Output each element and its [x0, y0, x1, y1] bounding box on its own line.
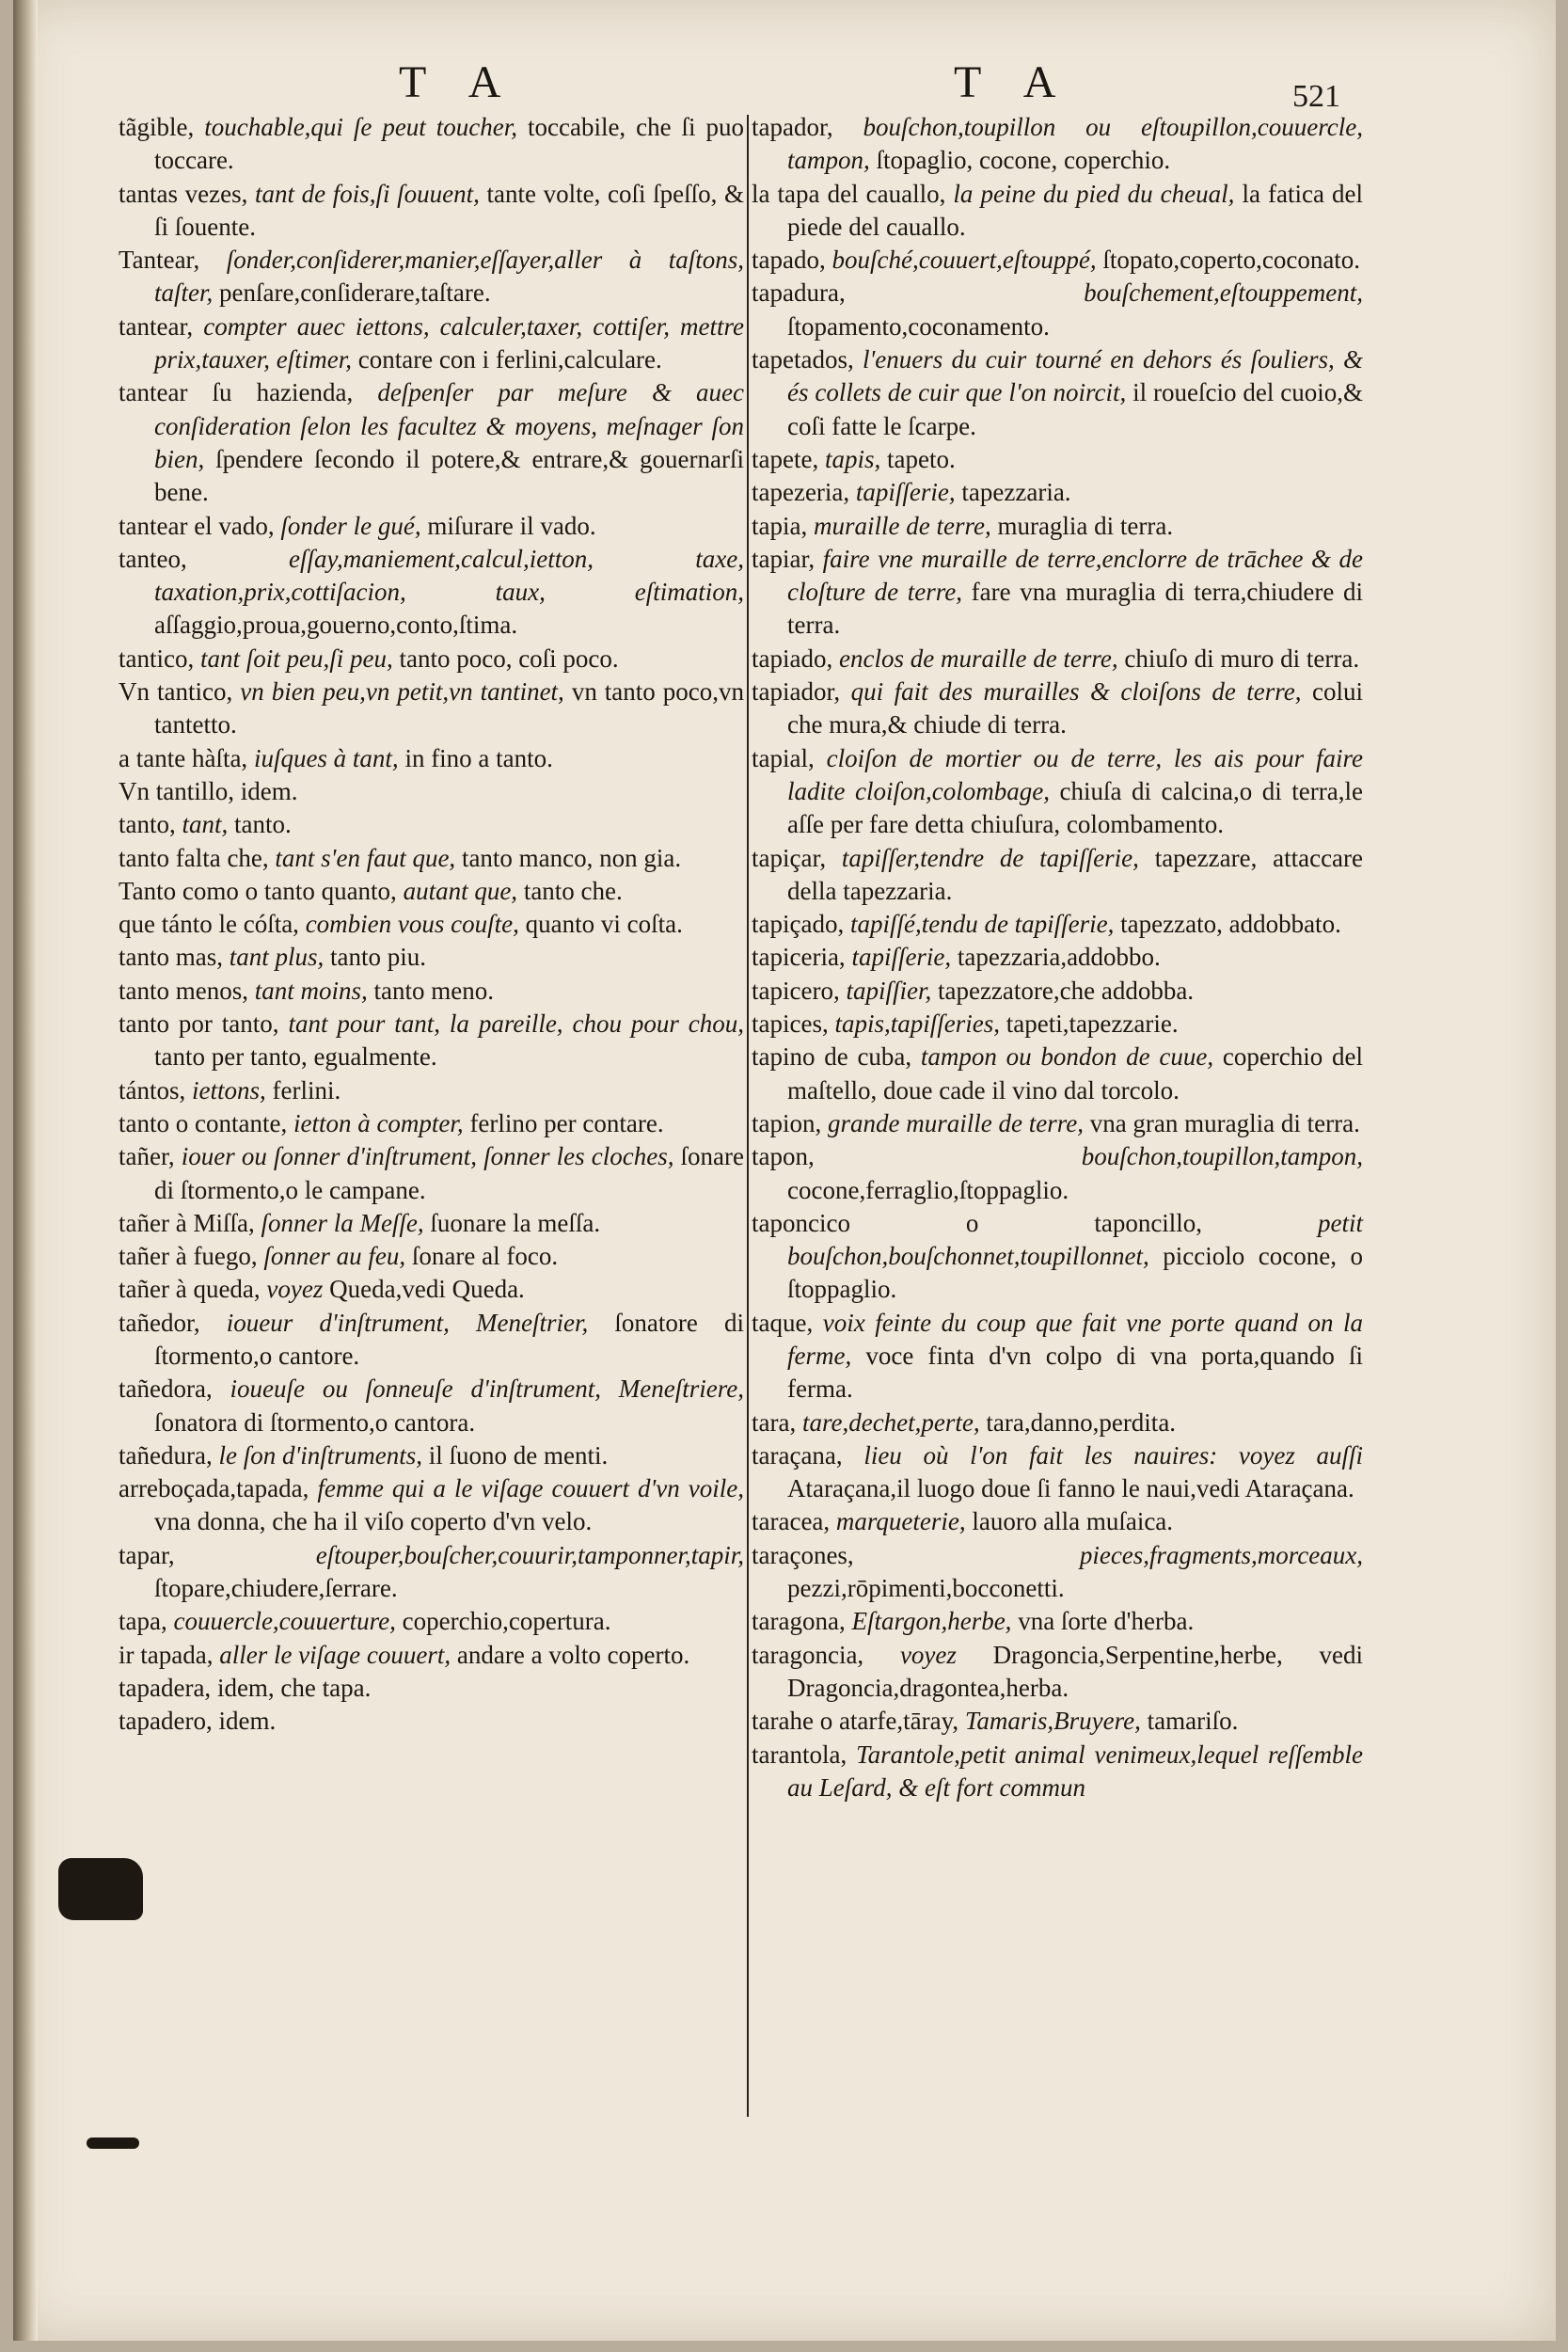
entry-french-gloss: bouſché,couuert,eſtouppé, [832, 246, 1097, 275]
entry-french-gloss: tant, [182, 810, 229, 839]
entry-headword: tántos, [119, 1075, 186, 1104]
dictionary-entry [119, 1605, 744, 1638]
entry-headword: tãgible, [119, 113, 195, 141]
entry-italian-gloss: ſtopato,coperto,coconato. [1102, 246, 1361, 275]
entry-headword: tapado, [752, 246, 826, 275]
entry-headword: tapetados, [752, 345, 854, 374]
entry-italian-gloss: cocone,ferraglio,ſtoppaglio. [787, 1175, 1069, 1204]
dictionary-entry [119, 1705, 744, 1738]
entry-french-gloss: voyez [266, 1275, 324, 1304]
entry-headword: Vn tantico, [119, 677, 233, 707]
dictionary-entry [752, 1605, 1363, 1638]
dictionary-entry [752, 643, 1363, 675]
entry-french-gloss: tant s'en faut que, [275, 843, 456, 872]
entry-french-gloss: deſpenſer par meſure & auec conſideration ſelon les facultez & moyens, meſnager ſon bien, [154, 378, 744, 473]
entry-italian-gloss: Ataraçana,il luogo doue ſi fanno le naui,vedi Ataraçana. [787, 1474, 1354, 1503]
entry-headword: taragona, [752, 1607, 846, 1636]
dictionary-entry [752, 343, 1363, 443]
entry-italian-gloss: aſſaggio,proua,gouerno,conto,ſtima. [154, 611, 518, 640]
dictionary-entry [752, 975, 1363, 1008]
entry-italian-gloss: ferlino per contare. [469, 1108, 664, 1137]
entry-french-gloss: la peine du pied du cheual, [953, 179, 1235, 208]
entry-french-gloss: iouer ou ſonner d'inſtrument, ſonner les cloches, [181, 1142, 674, 1171]
entry-headword: tapador, [752, 113, 833, 141]
left-running-head: T A [399, 57, 518, 107]
entry-headword: tapial, [752, 743, 815, 772]
entry-headword: taracea, [752, 1507, 831, 1536]
entry-italian-gloss: picciolo cocone, o ſtoppaglio. [787, 1242, 1363, 1304]
entry-headword: tañer, [119, 1142, 175, 1171]
entry-italian-gloss: toccabile, che ſi puo toccare. [154, 113, 745, 175]
entry-headword: tanto mas, [119, 943, 223, 972]
entry-italian-gloss: andare a volto coperto. [456, 1640, 690, 1669]
dictionary-entry [119, 111, 744, 178]
entry-headword: tapia, [752, 511, 808, 540]
entry-headword: taraçones, [752, 1540, 854, 1569]
entry-headword: tapiçar, [752, 843, 827, 872]
dictionary-entry [752, 941, 1363, 974]
dictionary-entry [752, 277, 1363, 343]
entry-headword: tantear el vado, [119, 511, 275, 540]
dictionary-entry [752, 1439, 1363, 1506]
entry-french-gloss: iuſques à tant, [253, 743, 399, 772]
entry-french-gloss: tapiſſier, [846, 976, 932, 1005]
entry-headword: tantico, [119, 644, 195, 673]
entry-headword: tarahe o atarfe,tāray, [752, 1707, 959, 1736]
entry-french-gloss: iettons, [192, 1075, 266, 1104]
entry-french-gloss: compter auec iettons, calculer,taxer, cottiſer, mettre prix,tauxer, eſtimer, [154, 311, 745, 374]
entry-headword: tapion, [752, 1108, 822, 1137]
dictionary-entry [752, 443, 1363, 476]
entry-french-gloss: tampon ou bondon de cuue, [920, 1042, 1214, 1072]
entry-headword: taraçana, [752, 1440, 843, 1470]
entry-italian-gloss: tapezzare, attaccare della tapezzaria. [787, 843, 1364, 905]
page-number: 521 [1292, 79, 1340, 114]
dictionary-entry [752, 1008, 1363, 1041]
entry-headword: tara, [752, 1407, 797, 1437]
entry-italian-gloss: tara,danno,perdita. [986, 1407, 1177, 1437]
entry-headword: taragoncia, [752, 1640, 864, 1669]
dictionary-entry [119, 1240, 744, 1273]
dictionary-entry [119, 543, 744, 643]
dictionary-entry [119, 1539, 744, 1606]
entry-italian-gloss: lauoro alla muſaica. [972, 1507, 1174, 1536]
entry-french-gloss: bouſchon,toupillon ou eſtoupillon,couuercle, tampon, [787, 113, 1363, 175]
entry-french-gloss: le ſon d'inſtruments, [218, 1440, 422, 1470]
dictionary-entry [752, 1705, 1363, 1738]
entry-french-gloss: Eſtargon,herbe, [851, 1607, 1012, 1636]
entry-italian-gloss: colui che mura,& chiude di terra. [787, 677, 1364, 739]
dictionary-entry [752, 1639, 1363, 1706]
dictionary-entry [752, 842, 1363, 909]
entry-headword: tapadero, [119, 1707, 213, 1736]
dictionary-entry [752, 1307, 1363, 1406]
entry-italian-gloss: miſurare il vado. [427, 511, 596, 540]
entry-french-gloss: tapiſſé,tendu de tapiſſerie, [849, 910, 1115, 939]
entry-italian-gloss: tapezzato, addobbato. [1120, 910, 1341, 939]
entry-headword: tapar, [119, 1540, 175, 1569]
entry-italian-gloss: penſare,conſiderare,taſtare. [219, 278, 491, 308]
entry-italian-gloss: voce finta d'vn colpo di vna porta,quando ſi ferma. [787, 1341, 1364, 1404]
dictionary-entry [752, 1140, 1363, 1207]
dictionary-entry [119, 975, 744, 1008]
entry-italian-gloss: idem. [218, 1707, 277, 1736]
entry-italian-gloss: fare vna muraglia di terra,chiudere di terra. [787, 578, 1363, 640]
entry-italian-gloss: tanto piu. [330, 943, 426, 972]
entry-italian-gloss: vna ſorte d'herba. [1018, 1607, 1195, 1636]
dictionary-entry [119, 1008, 744, 1074]
entry-italian-gloss: ſonare di ſtormento,o le campane. [154, 1142, 745, 1204]
dictionary-entry [119, 742, 744, 775]
entry-french-gloss: touchable,qui ſe peut toucher, [204, 113, 518, 141]
dictionary-entry [752, 510, 1363, 543]
entry-headword: tañer à Miſſa, [119, 1208, 255, 1237]
entry-french-gloss: voyez [899, 1640, 957, 1669]
dictionary-entry [119, 842, 744, 875]
entry-headword: tañedora, [119, 1375, 213, 1404]
entry-headword: tapadera, [119, 1673, 212, 1702]
entry-headword: arreboçada,tapada, [119, 1474, 309, 1503]
entry-headword: tapadura, [752, 278, 846, 308]
right-running-head: T A [954, 57, 1073, 107]
column-divider [747, 115, 749, 2117]
page-binding-edge [13, 0, 38, 2341]
entry-french-gloss: tant plus, [229, 943, 325, 972]
entry-french-gloss: marqueterie, [835, 1507, 966, 1536]
entry-italian-gloss: tanto. [234, 810, 292, 839]
entry-italian-gloss: ſonare al foco. [411, 1242, 559, 1271]
entry-headword: tapices, [752, 1009, 829, 1039]
entry-italian-gloss: ſtopaglio, cocone, coperchio. [876, 146, 1171, 175]
dictionary-entry [119, 908, 744, 941]
entry-headword: tapiçado, [752, 910, 845, 939]
entry-headword: tapicero, [752, 976, 840, 1005]
entry-headword: tantear ſu hazienda, [119, 378, 354, 407]
entry-french-gloss: tant moins, [254, 976, 368, 1005]
entry-headword: tanto falta che, [119, 843, 269, 872]
entry-italian-gloss: ſtopamento,coconamento. [787, 311, 1050, 341]
entry-french-gloss: aller le viſage couuert, [219, 1640, 451, 1669]
entry-italian-gloss: Dragoncia,Serpentine,herbe, vedi Dragoncia,dragontea,herba. [787, 1640, 1364, 1702]
entry-french-gloss: bouſchon,toupillon,tampon, [1081, 1142, 1363, 1171]
entry-italian-gloss: ſtopare,chiudere,ſerrare. [154, 1574, 398, 1603]
dictionary-entry [752, 1539, 1363, 1606]
dictionary-entry [119, 1373, 744, 1439]
dictionary-entry [119, 875, 744, 908]
dictionary-entry [119, 376, 744, 509]
entry-italian-gloss: pezzi,rōpimenti,bocconetti. [787, 1574, 1065, 1603]
dictionary-entry [752, 908, 1363, 941]
dictionary-entry [119, 1307, 744, 1374]
dictionary-entry [752, 1406, 1363, 1439]
entry-italian-gloss: il roueſcio del cuoio,& coſi fatte le ſcarpe. [787, 378, 1364, 440]
entry-french-gloss: eſtouper,bouſcher,couurir,tamponner,tapir, [315, 1540, 744, 1569]
entry-headword: Tantear, [119, 246, 200, 275]
dictionary-entry [752, 742, 1363, 842]
entry-italian-gloss: muraglia di terra. [997, 511, 1174, 540]
dictionary-entry [119, 775, 744, 808]
dictionary-entry [119, 1207, 744, 1240]
entry-italian-gloss: tapeti,tapezzarie. [1006, 1009, 1179, 1039]
entry-italian-gloss: tanto per tanto, egualmente. [154, 1042, 437, 1072]
entry-headword: tanto o contante, [119, 1108, 288, 1137]
entry-headword: tañer à fuego, [119, 1242, 258, 1271]
dictionary-entry [119, 1672, 744, 1705]
entry-headword: tanto, [119, 810, 176, 839]
entry-french-gloss: tapis, [824, 444, 881, 473]
entry-french-gloss: vn bien peu,vn petit,vn tantinet, [240, 677, 564, 707]
dictionary-entry [752, 1107, 1363, 1140]
entry-french-gloss: couuercle,couuerture, [173, 1607, 396, 1636]
entry-headword: tapiado, [752, 644, 833, 673]
entry-french-gloss: tare,dechet,perte, [801, 1407, 980, 1437]
entry-french-gloss: grande muraille de terre, [828, 1108, 1084, 1137]
dictionary-entry [752, 1207, 1363, 1307]
dictionary-entry [752, 111, 1363, 178]
entry-headword: tantear, [119, 311, 194, 341]
entry-headword: taponcico o taponcillo, [752, 1208, 1203, 1237]
entry-headword: a tante hàſta, [119, 743, 248, 772]
entry-french-gloss: eſſay,maniement,calcul,ietton, taxe, taxation,prix,cottiſacion, taux, eſtimation, [154, 544, 744, 607]
entry-headword: tanteo, [119, 544, 187, 573]
dictionary-entry [119, 1439, 744, 1472]
entry-french-gloss: tapiſſerie, [851, 943, 952, 972]
entry-italian-gloss: tanto meno. [373, 976, 494, 1005]
entry-headword: la tapa del cauallo, [752, 179, 946, 208]
entry-italian-gloss: coperchio,copertura. [402, 1607, 611, 1636]
entry-french-gloss: tant pour tant, la pareille, chou pour chou, [288, 1009, 744, 1039]
dictionary-entry [119, 1639, 744, 1672]
entry-french-gloss: pieces,fragments,morceaux, [1079, 1540, 1363, 1569]
entry-headword: tapiador, [752, 677, 841, 707]
entry-french-gloss: ioueuſe ou ſonneuſe d'inſtrument, Meneſtriere, [230, 1375, 744, 1404]
entry-italian-gloss: tante volte, coſi ſpeſſo, & ſi ſouente. [154, 179, 744, 241]
entry-french-gloss: enclos de muraille de terre, [838, 644, 1118, 673]
entry-headword: Vn tantillo, [119, 776, 234, 805]
entry-french-gloss: tapiſſer,tendre de tapiſſerie, [841, 843, 1139, 872]
dictionary-entry [119, 941, 744, 974]
entry-french-gloss: tant de fois,ſi ſouuent, [254, 179, 480, 208]
dictionary-entry [119, 675, 744, 742]
entry-headword: tañedor, [119, 1308, 200, 1337]
entry-italian-gloss: contare con i ferlini,calculare. [357, 345, 662, 374]
entry-headword: tapiceria, [752, 943, 846, 972]
left-dictionary-column [119, 111, 744, 1739]
entry-french-gloss: voix feinte du coup que fait vne porte quand on la ferme, [787, 1308, 1363, 1370]
entry-italian-gloss: quanto vi coſta. [525, 910, 683, 939]
entry-french-gloss: tapis,tapiſſeries, [834, 1009, 1000, 1039]
entry-headword: tañer à queda, [119, 1275, 261, 1304]
entry-headword: tapete, [752, 444, 819, 473]
entry-french-gloss: ietton à compter, [293, 1108, 464, 1137]
entry-french-gloss: tapiſſerie, [855, 478, 956, 507]
ink-blot [58, 1858, 143, 1920]
entry-headword: tantas vezes, [119, 179, 248, 208]
entry-french-gloss: qui fait des murailles & cloiſons de terre, [850, 677, 1302, 707]
entry-headword: tanto menos, [119, 976, 248, 1005]
entry-italian-gloss: vn tanto poco,vn tantetto. [154, 677, 745, 739]
dictionary-entry [119, 244, 744, 310]
entry-italian-gloss: ſpendere ſecondo il potere,& entrare,& gouernarſi bene. [154, 444, 744, 507]
entry-italian-gloss: vna donna, che ha il viſo coperto d'vn velo. [154, 1507, 593, 1536]
entry-headword: tarantola, [752, 1740, 847, 1769]
entry-italian-gloss: tapeto. [886, 444, 956, 473]
entry-italian-gloss: tapezzaria,addobbo. [957, 943, 1161, 972]
dictionary-entry [752, 476, 1363, 509]
entry-headword: ir tapada, [119, 1640, 214, 1669]
entry-french-gloss: bouſchement,eſtouppement, [1084, 278, 1363, 308]
entry-headword: tapon, [752, 1142, 815, 1171]
entry-italian-gloss: idem, che tapa. [216, 1673, 372, 1702]
entry-headword: que tánto le cóſta, [119, 910, 299, 939]
dictionary-entry [752, 178, 1363, 245]
dictionary-entry [119, 1074, 744, 1107]
entry-italian-gloss: ſuonare la meſſa. [430, 1208, 601, 1237]
entry-italian-gloss: chiuſa di calcina,o di terra,le aſſe per fare detta chiuſura, colombamento. [787, 776, 1363, 839]
ink-smudge [87, 2137, 139, 2149]
dictionary-entry [752, 543, 1363, 643]
entry-italian-gloss: vna gran muraglia di terra. [1089, 1108, 1360, 1137]
entry-italian-gloss: tamariſo. [1147, 1707, 1239, 1736]
book-page [13, 0, 1556, 2341]
dictionary-entry [752, 1739, 1363, 1805]
entry-french-gloss: ſonder,conſiderer,manier,eſſayer,aller à taſtons, taſter, [154, 246, 745, 308]
entry-headword: Tanto como o tanto quanto, [119, 876, 397, 905]
entry-french-gloss: ſonner la Meſſe, [261, 1208, 424, 1237]
entry-italian-gloss: ſonatora di ſtormento,o cantora. [154, 1407, 476, 1437]
entry-french-gloss: ſonner au feu, [263, 1242, 406, 1271]
entry-french-gloss: Tamaris,Bruyere, [964, 1707, 1141, 1736]
dictionary-entry [119, 1273, 744, 1306]
dictionary-entry [752, 244, 1363, 277]
dictionary-entry [119, 1140, 744, 1207]
entry-french-gloss: autant que, [403, 876, 518, 905]
entry-italian-gloss: Queda,vedi Queda. [329, 1275, 525, 1304]
entry-headword: tapiar, [752, 544, 816, 573]
entry-italian-gloss: tapezzaria. [961, 478, 1071, 507]
dictionary-entry [752, 1505, 1363, 1538]
entry-french-gloss: Tarantole,petit animal venimeux,lequel reſſemble au Leſard, & eſt fort commun [787, 1740, 1364, 1802]
entry-french-gloss: l'enuers du cuir tourné en dehors és ſouliers, & és collets de cuir que l'on noircit, [787, 345, 1363, 407]
entry-italian-gloss: in fino a tanto. [404, 743, 553, 772]
entry-french-gloss: muraille de terre, [813, 511, 991, 540]
entry-headword: tañedura, [119, 1440, 213, 1470]
dictionary-entry [119, 1472, 744, 1539]
entry-french-gloss: femme qui a le viſage couuert d'vn voile, [317, 1474, 744, 1503]
entry-italian-gloss: chiuſo di muro di terra. [1124, 644, 1360, 673]
entry-italian-gloss: ſonatore di ſtormento,o cantore. [154, 1308, 745, 1370]
entry-french-gloss: combien vous couſte, [305, 910, 519, 939]
entry-headword: tapa, [119, 1607, 167, 1636]
entry-headword: tapezeria, [752, 478, 850, 507]
entry-italian-gloss: il ſuono de menti. [428, 1440, 609, 1470]
entry-italian-gloss: tanto che. [523, 876, 623, 905]
entry-french-gloss: tant ſoit peu,ſi peu, [199, 644, 393, 673]
entry-french-gloss: ſonder le gué, [280, 511, 421, 540]
dictionary-entry [752, 1041, 1363, 1107]
dictionary-entry [119, 178, 744, 245]
dictionary-entry [119, 808, 744, 841]
entry-italian-gloss: coperchio del maſtello, doue cade il vino dal torcolo. [787, 1042, 1364, 1104]
entry-french-gloss: petit bouſchon,bouſchonnet,toupillonnet, [787, 1208, 1363, 1271]
entry-french-gloss: cloiſon de mortier ou de terre, les ais pour faire ladite cloiſon,colombage, [787, 743, 1363, 805]
dictionary-entry [119, 310, 744, 377]
dictionary-entry [119, 510, 744, 543]
entry-italian-gloss: tanto poco, coſi poco. [399, 644, 619, 673]
entry-french-gloss: ioueur d'inſtrument, Meneſtrier, [226, 1308, 589, 1337]
entry-italian-gloss: idem. [240, 776, 298, 805]
entry-headword: taque, [752, 1308, 814, 1337]
entry-french-gloss: lieu où l'on fait les nauires: voyez auſſi [863, 1440, 1363, 1470]
dictionary-entry [119, 643, 744, 675]
entry-headword: tapino de cuba, [752, 1042, 912, 1072]
entry-italian-gloss: ferlini. [272, 1075, 341, 1104]
entry-french-gloss: faire vne muraille de terre,enclorre de trāchee & de cloſture de terre, [787, 544, 1363, 607]
dictionary-entry [752, 675, 1363, 742]
entry-italian-gloss: tapezzatore,che addobba. [937, 976, 1195, 1005]
entry-italian-gloss: la fatica del piede del cauallo. [787, 179, 1363, 241]
dictionary-entry [119, 1107, 744, 1140]
right-dictionary-column [752, 111, 1363, 1804]
entry-headword: tanto por tanto, [119, 1009, 279, 1039]
entry-italian-gloss: tanto manco, non gia. [461, 843, 682, 872]
